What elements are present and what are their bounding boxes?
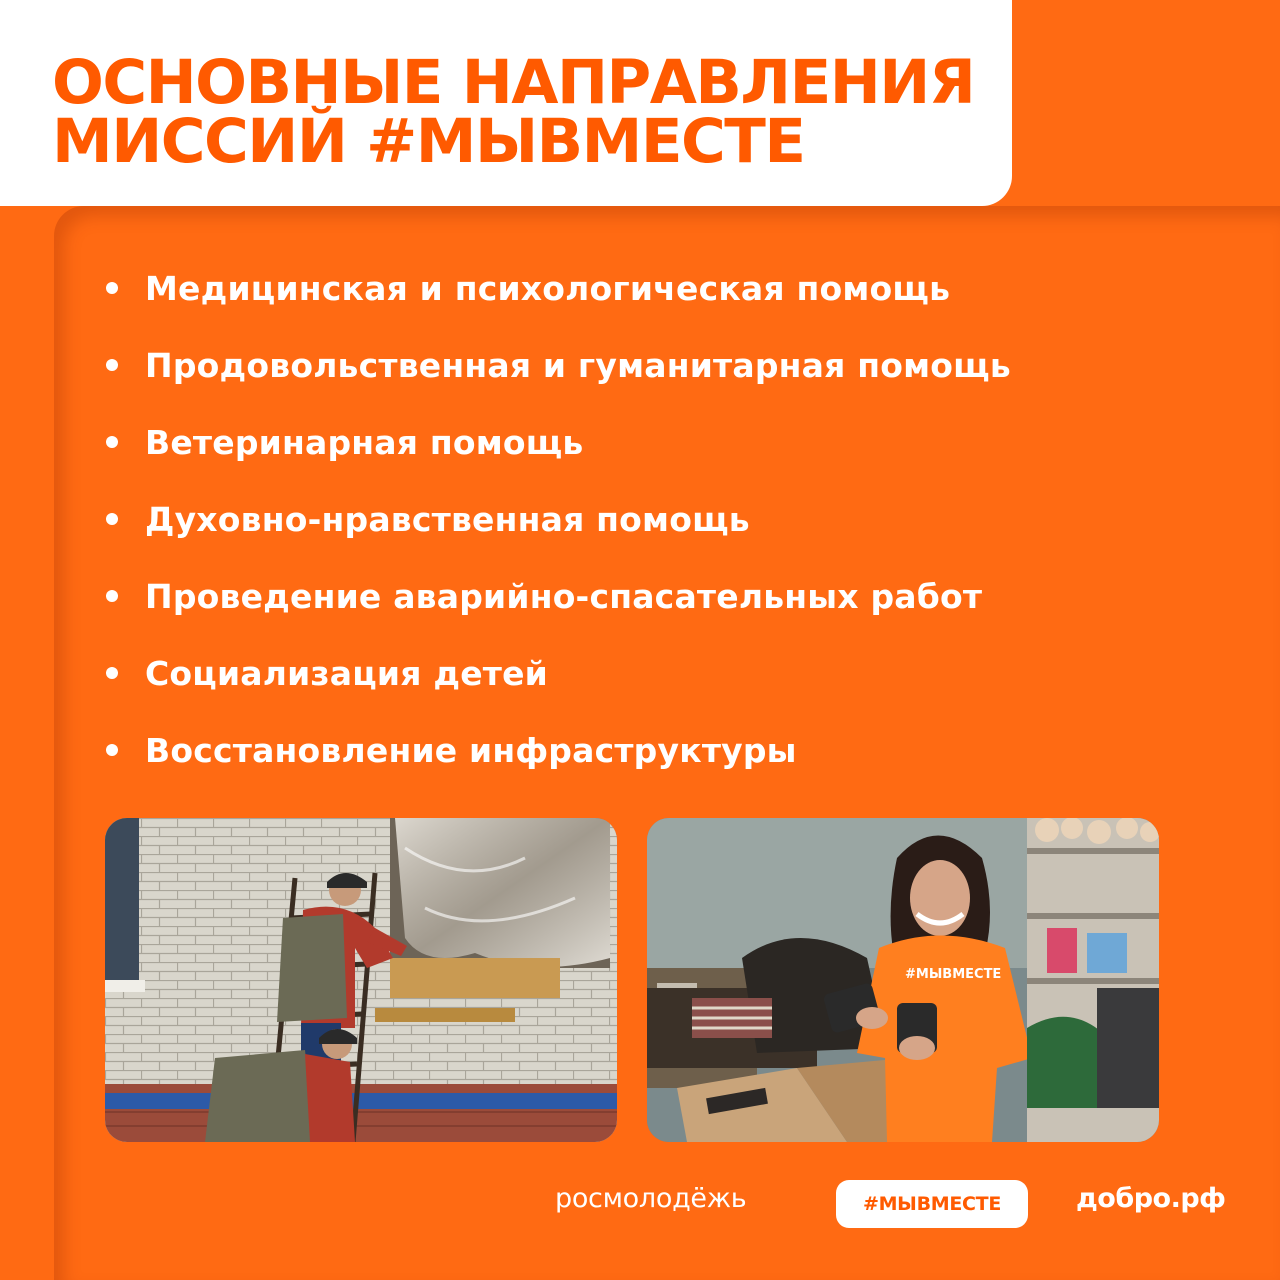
bullet-dot-icon xyxy=(106,590,118,602)
direction-item xyxy=(106,573,982,619)
photo-rescue-workers xyxy=(105,818,617,1142)
rescue-workers-illustration xyxy=(105,818,617,1142)
direction-text: Медицинская и психологическая помощь xyxy=(145,268,951,308)
bullet-dot-icon xyxy=(106,667,118,679)
bullet-dot-icon xyxy=(106,513,118,525)
title-line-2: МИССИЙ #МЫВМЕСТЕ xyxy=(52,106,805,177)
photo-volunteer xyxy=(647,818,1159,1142)
direction-item xyxy=(106,419,584,465)
bullet-dot-icon xyxy=(106,282,118,294)
rosmolodezh-logo: росмолодёжь xyxy=(555,1183,747,1214)
direction-text: Продовольственная и гуманитарная помощь xyxy=(145,345,1011,385)
direction-text: Социализация детей xyxy=(145,653,548,693)
dobro-rf-logo: добро.рф xyxy=(1076,1183,1226,1214)
direction-item xyxy=(106,265,950,311)
direction-text: Восстановление инфраструктуры xyxy=(145,730,797,770)
direction-item xyxy=(106,342,1011,388)
direction-text: Ветеринарная помощь xyxy=(145,422,584,462)
direction-item xyxy=(106,650,548,696)
shirt-text: #МЫВМЕСТЕ xyxy=(905,967,1002,982)
volunteer-illustration xyxy=(647,818,1159,1142)
title-card xyxy=(0,0,1012,206)
title-line-1: ОСНОВНЫЕ НАПРАВЛЕНИЯ xyxy=(52,47,975,118)
direction-text: Проведение аварийно-спасательных работ xyxy=(145,576,983,616)
hashtag-badge xyxy=(836,1180,1028,1228)
direction-text: Духовно-нравственная помощь xyxy=(145,499,750,539)
bullet-dot-icon xyxy=(106,359,118,371)
direction-item xyxy=(106,496,750,542)
direction-item xyxy=(106,727,797,773)
bullet-dot-icon xyxy=(106,436,118,448)
bullet-dot-icon xyxy=(106,744,118,756)
hashtag-text: #МЫВМЕСТЕ xyxy=(862,1193,1002,1215)
